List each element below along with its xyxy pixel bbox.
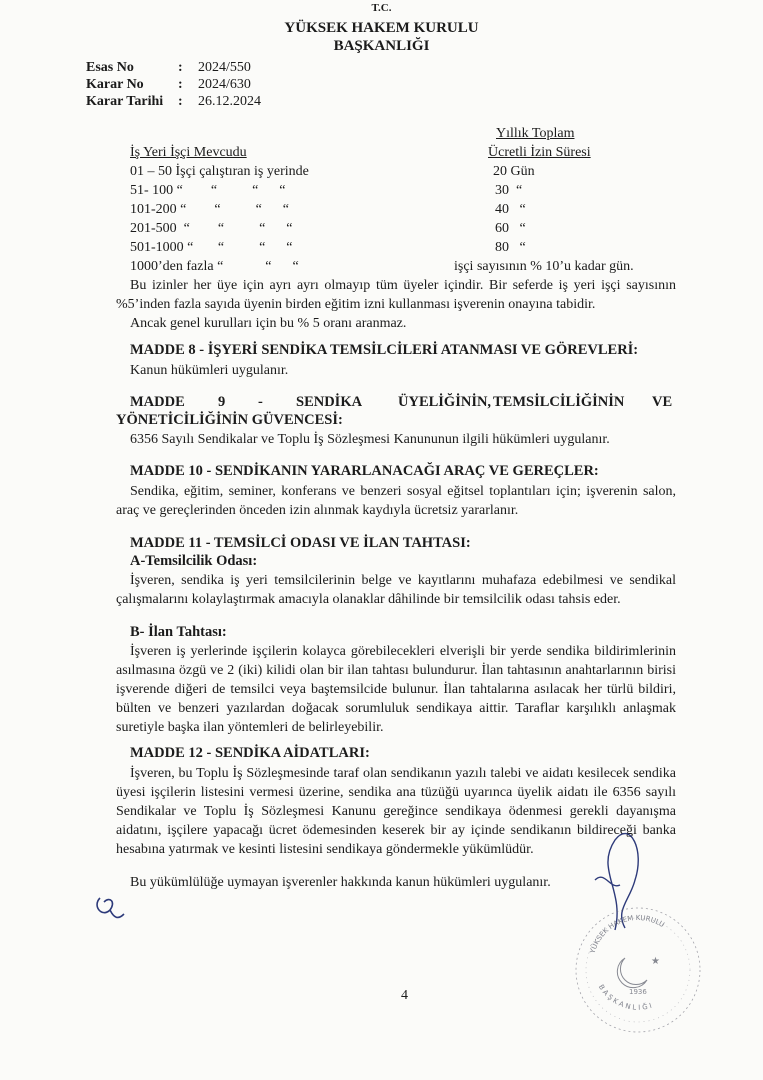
meta-value-tarih: 26.12.2024	[198, 94, 261, 109]
table-row-left: 101-200 “ “ “ “	[130, 202, 290, 217]
meta-label-tarih: Karar Tarihi	[86, 94, 164, 109]
header-top-fragment: T.C.	[371, 2, 392, 14]
table-row-left: 1000’den fazla “ “ “	[130, 259, 299, 274]
meta-sep: :	[178, 60, 183, 75]
meta-label-esas: Esas No	[86, 60, 134, 75]
meta-sep: :	[178, 94, 183, 109]
initials-signature-icon	[88, 888, 138, 928]
header-subtitle: BAŞKANLIĞI	[333, 38, 430, 54]
table-row-left: 51- 100 “ “ “ “	[130, 183, 286, 198]
madde-9-word: -	[258, 394, 263, 410]
seal-text-top: YÜKSEK HAKEM KURULU	[588, 913, 666, 955]
seal-year: 1936	[629, 988, 647, 996]
madde-12-body: İşveren, bu Toplu İş Sözleşmesinde taraf olan sendikanın yazılı talebi ve aidatı kesilecek sendika üyesi işçilerin listesini vermesi üzerine, sendika ana tüzüğü uyarınca üyelik aidatı ile 6356 sayılı Sendikalar ve Toplu İş Sözleşmesi Kanunu gereğince sendikaya ödenmesi gerekli dayanışma aidatını, işçilere yapacağı ücret ödemesinden keserek bir ay içinde sendikanın bildireceği banka hesabına yatırmak ve kesinti listesini sendikaya göndermekle yükümlüdür.	[116, 766, 676, 857]
table-row-right: 80 “	[495, 240, 526, 255]
madde-8-title: MADDE 8 - İŞYERİ SENDİKA TEMSİLCİLERİ ATANMASI VE GÖREVLERİ:	[130, 342, 639, 358]
madde-9-word: 9	[218, 394, 226, 410]
meta-label-karar: Karar No	[86, 77, 144, 92]
madde-9-word: MADDE	[130, 394, 185, 410]
madde-9-word: SENDİKA	[296, 394, 363, 410]
page-number: 4	[401, 988, 408, 1003]
madde-9-word: ÜYELİĞİNİN,	[398, 394, 492, 410]
madde-10-title: MADDE 10 - SENDİKANIN YARARLANACAĞI ARAÇ VE GEREÇLER:	[130, 463, 599, 479]
col-right-head1: Yıllık Toplam	[496, 126, 575, 141]
table-row-right: işçi sayısının % 10’u kadar gün.	[454, 259, 634, 274]
table-row-left: 501-1000 “ “ “ “	[130, 240, 293, 255]
svg-text:YÜKSEK HAKEM KURULU	[588, 914, 665, 955]
madde-10-body: Sendika, eğitim, seminer, konferans ve benzeri sosyal eğitsel toplantıları için; işverenin salon, araç ve gereçlerinden önceden izin alınmak kaydıyla ücretsiz yararlanır.	[116, 484, 676, 518]
madde-12-title: MADDE 12 - SENDİKA AİDATLARI:	[130, 745, 370, 761]
table-row-right: 60 “	[495, 221, 526, 236]
header-title: YÜKSEK HAKEM KURULU	[284, 20, 479, 36]
madde-8-body: Kanun hükümleri uygulanır.	[130, 363, 289, 378]
madde-11-title: MADDE 11 - TEMSİLCİ ODASI VE İLAN TAHTASI:	[130, 535, 471, 551]
madde-11-sub-a: A-Temsilcilik Odası:	[130, 553, 258, 569]
table-row-right: 40 “	[495, 202, 526, 217]
madde-11-body-a: İşveren, sendika iş yeri temsilcilerinin belge ve kayıtlarını muhafaza edebilmesi ve sendikal çalışmalarını kolaylaştırmak amacıyla olanaklar dâhilinde bir temsilcilik odası tahsis eder.	[116, 573, 676, 607]
meta-sep: :	[178, 77, 183, 92]
madde-11-sub-b: B- İlan Tahtası:	[130, 624, 227, 640]
official-seal-icon	[565, 880, 705, 1040]
meta-value-karar: 2024/630	[198, 77, 251, 92]
madde-9-word: TEMSİLCİLİĞİNİN	[493, 394, 625, 410]
madde-9-body: 6356 Sayılı Sendikalar ve Toplu İş Sözleşmesi Kanununun ilgili hükümleri uygulanır.	[130, 432, 610, 447]
table-row-left: 201-500 “ “ “ “	[130, 221, 293, 236]
madde-9-word: VE	[652, 394, 673, 410]
table-row-right: 20 Gün	[493, 164, 535, 179]
madde-9-title-line2: YÖNETİCİLİĞİNİN GÜVENCESİ:	[116, 412, 343, 428]
madde-11-body-b: İşveren iş yerlerinde işçilerin kolayca görebilecekleri elverişli bir yerde sendika bildirimlerinin asılmasına özgü ve 2 (iki) kilidi olan bir ilan tahtası bulundurur. İlan tahtasının anahtarlarının birisi işverende diğeri de temsilci veya baştemsilcide bulunur. İlan tahtalarına asılacak her türlü bildiri, bülten ve benzeri yazılardan doğacak sorumluluk sendikaya aittir. Taraflar karşılıklı anlaşmak suretiyle başka ilan yöntemleri de belirleyebilir.	[116, 644, 676, 735]
meta-value-esas: 2024/550	[198, 60, 251, 75]
table-row-right: 30 “	[495, 183, 523, 198]
paragraph: Bu izinler her üye için ayrı ayrı olmayıp tüm üyeler içindir. Bir seferde iş yeri işçi sayısının %5’inden fazla sayıda üyenin birden eğitim izni kullanması işverenin onayına tabidir.	[116, 278, 676, 312]
paragraph: Ancak genel kurulları için bu % 5 oranı aranmaz.	[130, 316, 407, 331]
svg-text:★: ★	[651, 956, 660, 967]
table-row-left: 01 – 50 İşçi çalıştıran iş yerinde	[130, 164, 309, 179]
madde-12-last: Bu yükümlülüğe uymayan işverenler hakkında kanun hükümleri uygulanır.	[130, 875, 551, 890]
seal-text-bottom: B A Ş K A N L I Ğ I	[596, 983, 653, 1012]
col-left-head: İş Yeri İşçi Mevcudu	[130, 145, 247, 160]
col-right-head2: Ücretli İzin Süresi	[488, 145, 591, 160]
